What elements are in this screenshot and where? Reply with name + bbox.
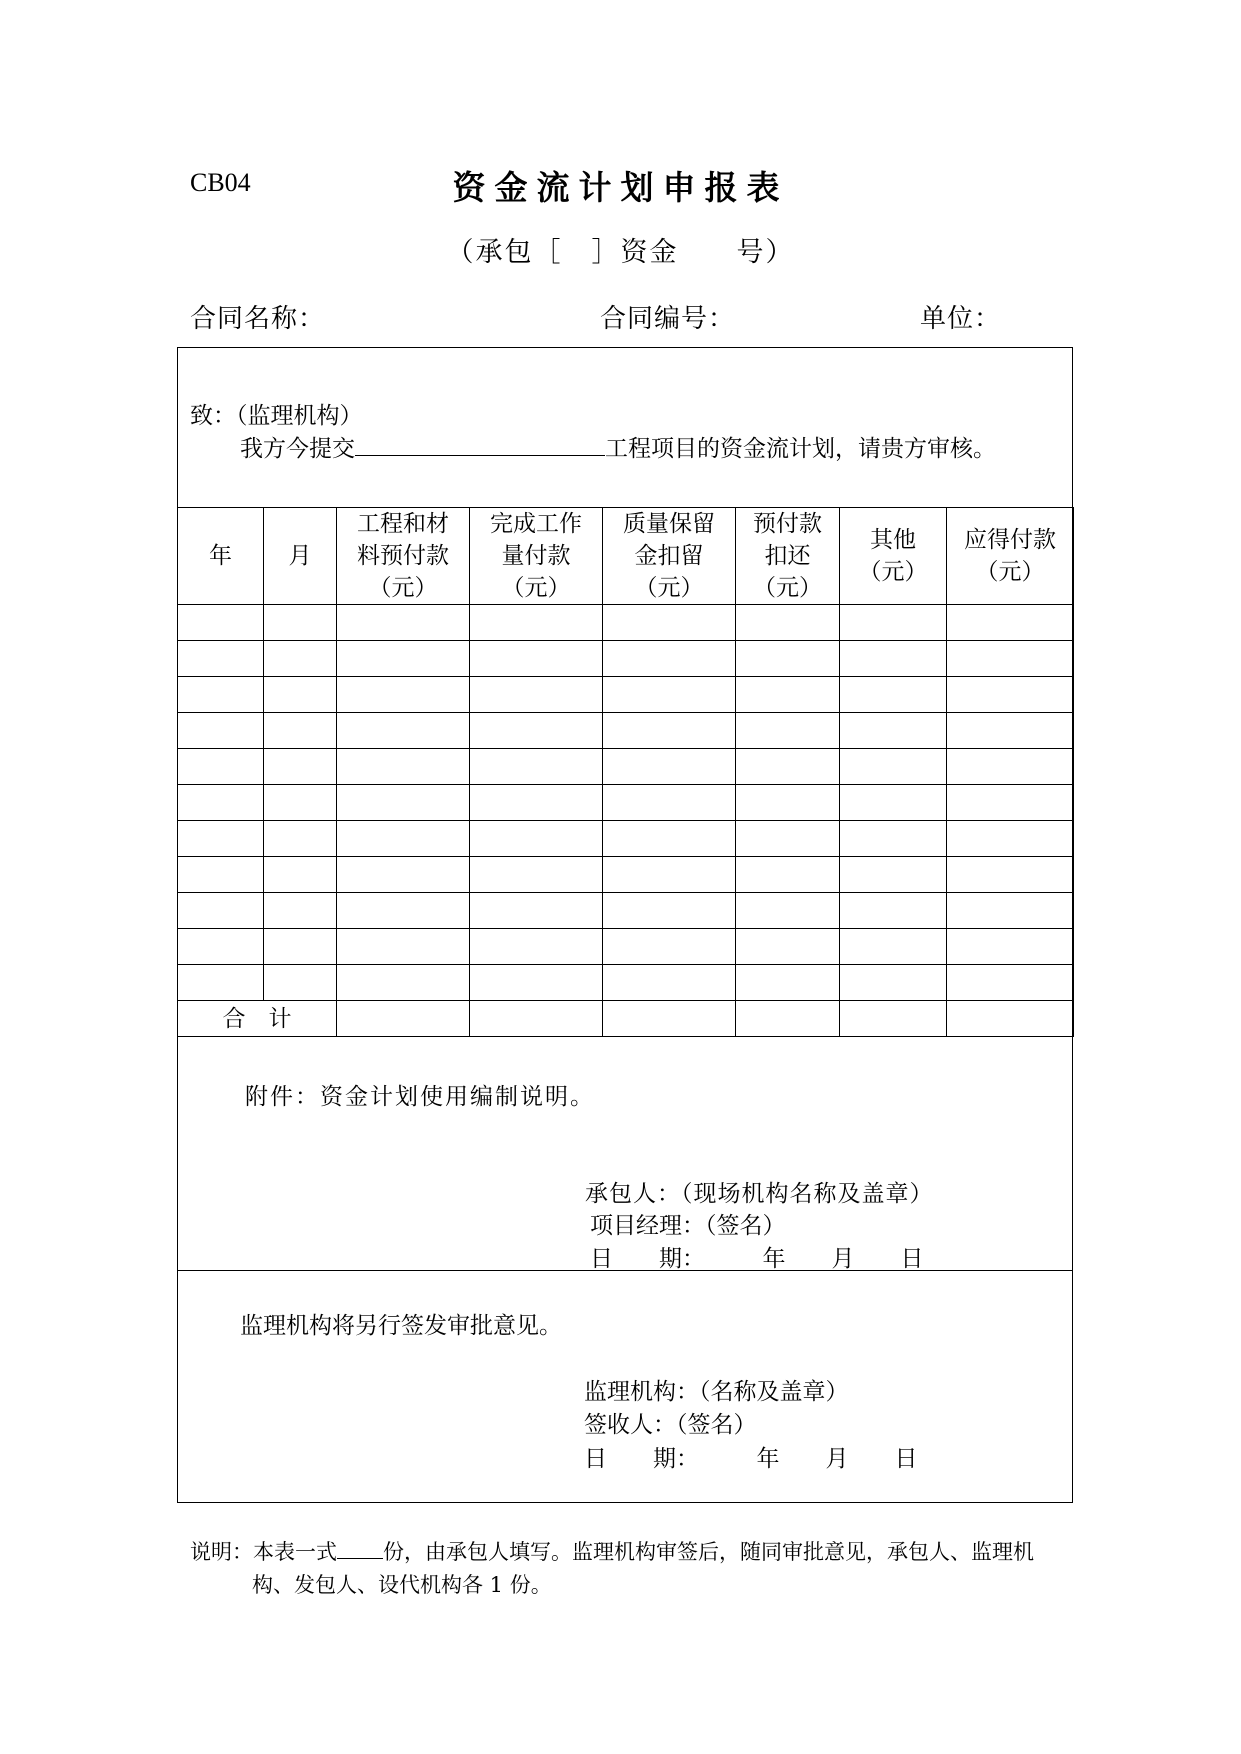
table-cell[interactable] bbox=[736, 713, 840, 749]
submit-line bbox=[240, 430, 996, 463]
table-cell[interactable] bbox=[603, 749, 736, 785]
table-cell[interactable] bbox=[603, 857, 736, 893]
table-row bbox=[178, 749, 1074, 785]
table-cell[interactable] bbox=[840, 749, 947, 785]
table-cell[interactable] bbox=[178, 893, 264, 929]
table-cell[interactable] bbox=[264, 713, 337, 749]
column-header bbox=[947, 508, 1074, 605]
table-cell[interactable] bbox=[470, 713, 603, 749]
footer-note-prefix: 说明：本表一式 bbox=[190, 1540, 337, 1564]
table-cell[interactable] bbox=[736, 785, 840, 821]
table-cell[interactable] bbox=[264, 929, 337, 965]
column-header-text: 月 bbox=[288, 543, 312, 569]
column-header-text: 预付款 bbox=[753, 511, 822, 537]
table-cell[interactable] bbox=[840, 965, 947, 1001]
table-cell[interactable] bbox=[947, 929, 1074, 965]
cash-flow-table bbox=[177, 507, 1074, 1037]
form-code: CB04 bbox=[190, 168, 251, 197]
table-cell[interactable] bbox=[603, 965, 736, 1001]
table-cell[interactable] bbox=[337, 677, 470, 713]
table-cell[interactable] bbox=[470, 749, 603, 785]
table-cell[interactable] bbox=[178, 929, 264, 965]
footer-note-line1 bbox=[190, 1536, 1034, 1566]
unit-label: 单位： bbox=[920, 304, 1002, 334]
table-cell[interactable] bbox=[947, 893, 1074, 929]
table-cell[interactable] bbox=[736, 605, 840, 641]
table-cell[interactable] bbox=[264, 605, 337, 641]
table-cell[interactable] bbox=[470, 677, 603, 713]
column-header-text: （元） bbox=[858, 559, 928, 585]
supervisor-seal-line: 监理机构：（名称及盖章） bbox=[584, 1379, 849, 1405]
table-cell[interactable] bbox=[264, 749, 337, 785]
table-cell[interactable] bbox=[947, 641, 1074, 677]
total-cell[interactable] bbox=[470, 1001, 603, 1037]
table-cell[interactable] bbox=[947, 749, 1074, 785]
total-cell[interactable] bbox=[736, 1001, 840, 1037]
table-cell[interactable] bbox=[603, 821, 736, 857]
table-header-row bbox=[178, 508, 1074, 605]
table-cell[interactable] bbox=[337, 713, 470, 749]
column-header-text: （元） bbox=[975, 559, 1045, 585]
table-cell[interactable] bbox=[470, 641, 603, 677]
total-cell[interactable] bbox=[603, 1001, 736, 1037]
table-cell[interactable] bbox=[603, 605, 736, 641]
column-header-text: 工程和材 bbox=[357, 511, 449, 537]
table-cell[interactable] bbox=[470, 605, 603, 641]
column-header bbox=[603, 508, 736, 605]
total-row bbox=[178, 1001, 1074, 1037]
table-cell[interactable] bbox=[470, 893, 603, 929]
table-row bbox=[178, 605, 1074, 641]
table-row bbox=[178, 785, 1074, 821]
contractor-seal-line: 承包人：（现场机构名称及盖章） bbox=[585, 1181, 934, 1207]
table-cell[interactable] bbox=[947, 605, 1074, 641]
column-header bbox=[337, 508, 470, 605]
table-cell[interactable] bbox=[470, 929, 603, 965]
contract-no-label: 合同编号： bbox=[600, 304, 736, 334]
submit-suffix: 工程项目的资金流计划，请贵方审核。 bbox=[605, 436, 996, 462]
supervisor-date-line: 日 期： 年 月 日 bbox=[584, 1446, 918, 1472]
column-header-text: 质量保留 bbox=[623, 511, 715, 537]
section-divider bbox=[177, 1270, 1073, 1271]
contractor-date-line: 日 期： 年 月 日 bbox=[590, 1246, 924, 1272]
table-cell[interactable] bbox=[337, 749, 470, 785]
table-cell[interactable] bbox=[840, 713, 947, 749]
form-subtitle: （承包［ ］资金 号） bbox=[446, 237, 795, 268]
table-cell[interactable] bbox=[178, 857, 264, 893]
project-name-blank[interactable] bbox=[355, 431, 605, 456]
column-header-text: （元） bbox=[753, 575, 822, 601]
column-header-text: 年 bbox=[209, 543, 232, 569]
table-cell[interactable] bbox=[947, 785, 1074, 821]
column-header-text: 其他 bbox=[870, 527, 916, 553]
contract-name-label: 合同名称： bbox=[190, 304, 326, 334]
table-cell[interactable] bbox=[337, 893, 470, 929]
table-cell[interactable] bbox=[470, 785, 603, 821]
table-cell[interactable] bbox=[178, 605, 264, 641]
table-cell[interactable] bbox=[603, 641, 736, 677]
table-cell[interactable] bbox=[736, 821, 840, 857]
footer-note-line2: 构、发包人、设代机构各 1 份。 bbox=[252, 1573, 552, 1597]
table-cell[interactable] bbox=[178, 785, 264, 821]
column-header bbox=[470, 508, 603, 605]
table-cell[interactable] bbox=[947, 857, 1074, 893]
form-title: 资金流计划申报表 bbox=[452, 168, 789, 207]
table-cell[interactable] bbox=[840, 677, 947, 713]
table-cell[interactable] bbox=[840, 821, 947, 857]
table-cell[interactable] bbox=[178, 677, 264, 713]
table-row bbox=[178, 893, 1074, 929]
table-cell[interactable] bbox=[470, 857, 603, 893]
table-cell[interactable] bbox=[178, 749, 264, 785]
column-header bbox=[178, 508, 264, 605]
table-cell[interactable] bbox=[337, 641, 470, 677]
column-header-text: 金扣留 bbox=[634, 543, 704, 569]
table-cell[interactable] bbox=[337, 857, 470, 893]
table-cell[interactable] bbox=[603, 785, 736, 821]
table-cell[interactable] bbox=[947, 821, 1074, 857]
table-cell[interactable] bbox=[736, 857, 840, 893]
table-cell[interactable] bbox=[264, 641, 337, 677]
table-cell[interactable] bbox=[337, 821, 470, 857]
table-cell[interactable] bbox=[947, 713, 1074, 749]
total-cell[interactable] bbox=[947, 1001, 1074, 1037]
table-cell[interactable] bbox=[603, 677, 736, 713]
column-header-text: 料预付款 bbox=[357, 543, 449, 569]
total-cell[interactable] bbox=[337, 1001, 470, 1037]
table-cell[interactable] bbox=[736, 677, 840, 713]
table-cell[interactable] bbox=[178, 821, 264, 857]
copies-blank[interactable] bbox=[337, 1538, 383, 1559]
column-header-text: （元） bbox=[501, 575, 571, 601]
table-row bbox=[178, 821, 1074, 857]
table-row bbox=[178, 965, 1074, 1001]
table-cell[interactable] bbox=[840, 857, 947, 893]
table-cell[interactable] bbox=[264, 857, 337, 893]
table-cell[interactable] bbox=[736, 929, 840, 965]
table-row bbox=[178, 857, 1074, 893]
column-header-text: 量付款 bbox=[501, 543, 571, 569]
table-cell[interactable] bbox=[947, 677, 1074, 713]
attachment-note: 附件：资金计划使用编制说明。 bbox=[245, 1084, 595, 1110]
table-cell[interactable] bbox=[840, 929, 947, 965]
column-header-text: 扣还 bbox=[764, 543, 811, 569]
table-cell[interactable] bbox=[337, 605, 470, 641]
table-cell[interactable] bbox=[947, 965, 1074, 1001]
table-cell[interactable] bbox=[337, 965, 470, 1001]
submit-prefix: 我方今提交 bbox=[240, 436, 355, 462]
table-cell[interactable] bbox=[178, 965, 264, 1001]
table-cell[interactable] bbox=[264, 785, 337, 821]
column-header-text: （元） bbox=[634, 575, 704, 601]
column-header bbox=[840, 508, 947, 605]
table-cell[interactable] bbox=[178, 641, 264, 677]
table-row bbox=[178, 929, 1074, 965]
table-row bbox=[178, 641, 1074, 677]
table-cell[interactable] bbox=[840, 893, 947, 929]
table-cell[interactable] bbox=[840, 785, 947, 821]
table-cell[interactable] bbox=[337, 929, 470, 965]
addressee-line: 致：（监理机构） bbox=[190, 403, 363, 429]
table-cell[interactable] bbox=[264, 677, 337, 713]
table-cell[interactable] bbox=[840, 605, 947, 641]
table-cell[interactable] bbox=[736, 893, 840, 929]
table-cell[interactable] bbox=[840, 641, 947, 677]
table-row bbox=[178, 677, 1074, 713]
supervisor-note: 监理机构将另行签发审批意见。 bbox=[240, 1313, 562, 1339]
table-row bbox=[178, 713, 1074, 749]
table-cell[interactable] bbox=[603, 893, 736, 929]
table-cell[interactable] bbox=[736, 965, 840, 1001]
column-header-text: 应得付款 bbox=[964, 527, 1056, 553]
receiver-line: 签收人：（签名） bbox=[584, 1412, 757, 1438]
footer-note-suffix: 份，由承包人填写。监理机构审签后，随同审批意见，承包人、监理机 bbox=[383, 1540, 1034, 1564]
table-cell[interactable] bbox=[470, 821, 603, 857]
table-cell[interactable] bbox=[337, 785, 470, 821]
total-cell[interactable] bbox=[840, 1001, 947, 1037]
project-manager-line: 项目经理：（签名） bbox=[590, 1213, 786, 1239]
table-cell[interactable] bbox=[603, 929, 736, 965]
table-cell[interactable] bbox=[736, 641, 840, 677]
column-header-text: 完成工作 bbox=[490, 511, 582, 537]
column-header-text: （元） bbox=[368, 575, 438, 601]
table-cell[interactable] bbox=[264, 893, 337, 929]
table-cell[interactable] bbox=[603, 713, 736, 749]
column-header bbox=[736, 508, 840, 605]
total-label: 合 计 bbox=[178, 1001, 337, 1037]
table-cell[interactable] bbox=[736, 749, 840, 785]
table-cell[interactable] bbox=[264, 965, 337, 1001]
column-header bbox=[264, 508, 337, 605]
table-cell[interactable] bbox=[264, 821, 337, 857]
table-cell[interactable] bbox=[178, 713, 264, 749]
table-cell[interactable] bbox=[470, 965, 603, 1001]
